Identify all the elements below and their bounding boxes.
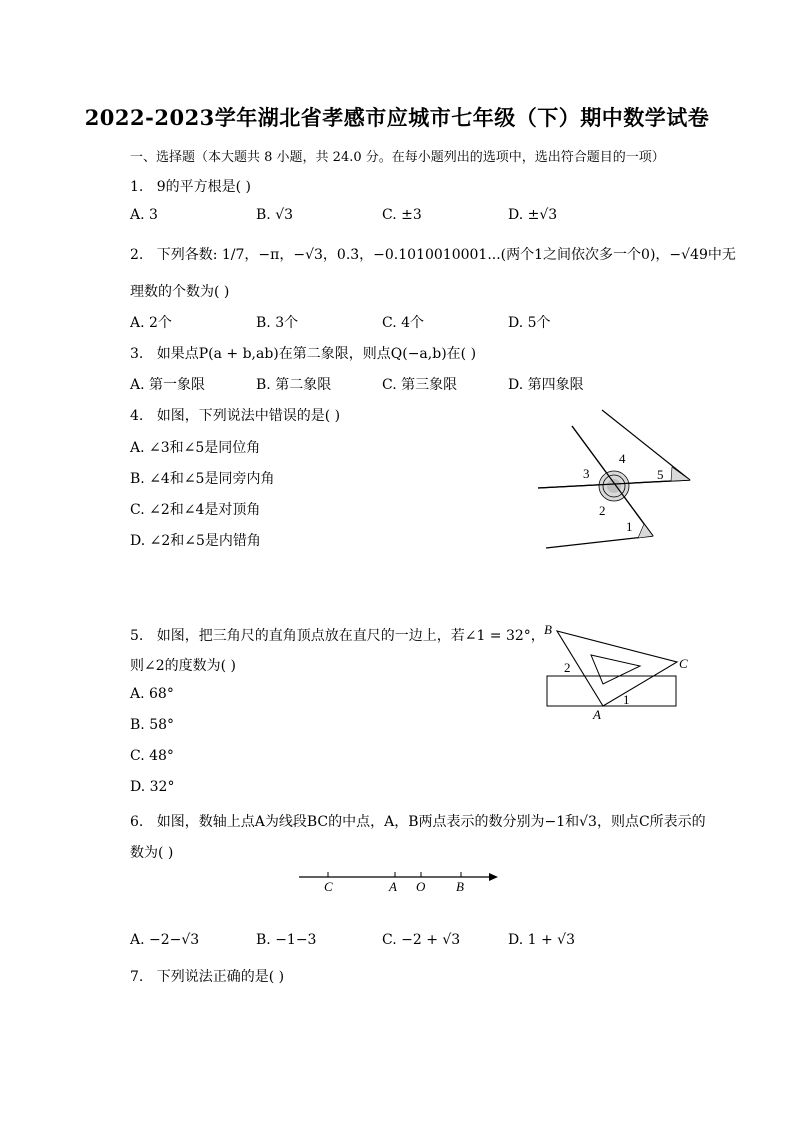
question-number: 3. [130, 346, 144, 362]
figure-label: 1 [623, 692, 630, 707]
q3-option-c: C. 第三象限 [382, 377, 458, 393]
q6-option-d: D. 1 + √3 [508, 932, 575, 948]
q2-option-b: B. 3个 [256, 315, 299, 331]
tick-label: B [456, 879, 464, 894]
figure-label: 4 [619, 451, 626, 466]
q1-option-c: C. ±3 [382, 207, 422, 223]
q2-option-a: A. 2个 [130, 315, 172, 331]
q2-option-c: C. 4个 [382, 315, 425, 331]
figure-label: A [593, 707, 601, 722]
question-stem: 下列说法正确的是( ) [156, 969, 285, 985]
q4-option-c: C. ∠2和∠4是对顶角 [130, 502, 261, 518]
tick-label: A [389, 879, 397, 894]
q5-option-b: B. 58° [130, 717, 175, 733]
question-number: 6. [130, 814, 144, 830]
question-number: 2. [130, 247, 144, 263]
q1-option-a: A. 3 [130, 207, 158, 223]
q2-option-d: D. 5个 [508, 315, 551, 331]
question-number: 7. [130, 969, 144, 985]
question-number: 1. [130, 179, 144, 195]
arrow-head [489, 873, 498, 881]
question-6-line2: 数为( ) [130, 845, 174, 861]
section-heading: 一、选择题（本大题共 8 小题，共 24.0 分。在每小题列出的选项中，选出符合题目的一项） [130, 150, 665, 165]
question-stem: 如果点P(a + b,ab)在第二象限，则点Q(−a,b)在( ) [156, 346, 477, 362]
question-2-line2: 理数的个数为( ) [130, 284, 230, 300]
question-7 [130, 966, 284, 986]
figure-label: 1 [626, 519, 633, 534]
question-stem: 下列各数: 1/7，−π，−√3，0.3̇，−0.1010010001...(两个1之间依次多一个0)，−√49中无 [156, 247, 736, 263]
figure-label: 2 [599, 503, 606, 518]
q3-option-b: B. 第二象限 [256, 377, 332, 393]
figure-label: 3 [583, 466, 590, 481]
figure-label: B [544, 622, 552, 637]
figure-label: 2 [564, 660, 571, 675]
q3-option-a: A. 第一象限 [130, 377, 206, 393]
question-number: 5. [130, 628, 144, 644]
q3-option-d: D. 第四象限 [508, 377, 584, 393]
figure-label: C [679, 656, 688, 671]
question-5-line2: 则∠2的度数为( ) [130, 658, 237, 674]
question-stem: 9的平方根是( ) [156, 179, 251, 195]
q5-option-a: A. 68° [130, 686, 174, 702]
q1-option-d: D. ±√3 [508, 207, 558, 223]
q6-option-b: B. −1−3 [256, 932, 317, 948]
q6-option-c: C. −2 + √3 [382, 932, 461, 948]
q5-option-d: D. 32° [130, 779, 175, 795]
q4-option-b: B. ∠4和∠5是同旁内角 [130, 471, 275, 487]
q6-option-a: A. −2−√3 [130, 932, 200, 948]
question-stem: 如图，下列说法中错误的是( ) [156, 408, 341, 424]
question-number: 4. [130, 408, 144, 424]
page-title: 2022-2023学年湖北省孝感市应城市七年级（下）期中数学试卷 [84, 105, 710, 130]
q4-option-d: D. ∠2和∠5是内错角 [130, 533, 261, 549]
q4-option-a: A. ∠3和∠5是同位角 [130, 440, 261, 456]
q5-option-c: C. 48° [130, 748, 174, 764]
q1-option-b: B. √3 [256, 207, 294, 223]
figure-label: 5 [657, 467, 664, 482]
tick-label: C [324, 879, 333, 894]
question-stem: 如图，数轴上点A为线段BC的中点，A，B两点表示的数分别为−1和√3，则点C所表示的 [156, 814, 706, 830]
tick-label: O [416, 879, 426, 894]
question-stem: 如图，把三角尺的直角顶点放在直尺的一边上，若∠1 = 32°， [156, 628, 545, 644]
